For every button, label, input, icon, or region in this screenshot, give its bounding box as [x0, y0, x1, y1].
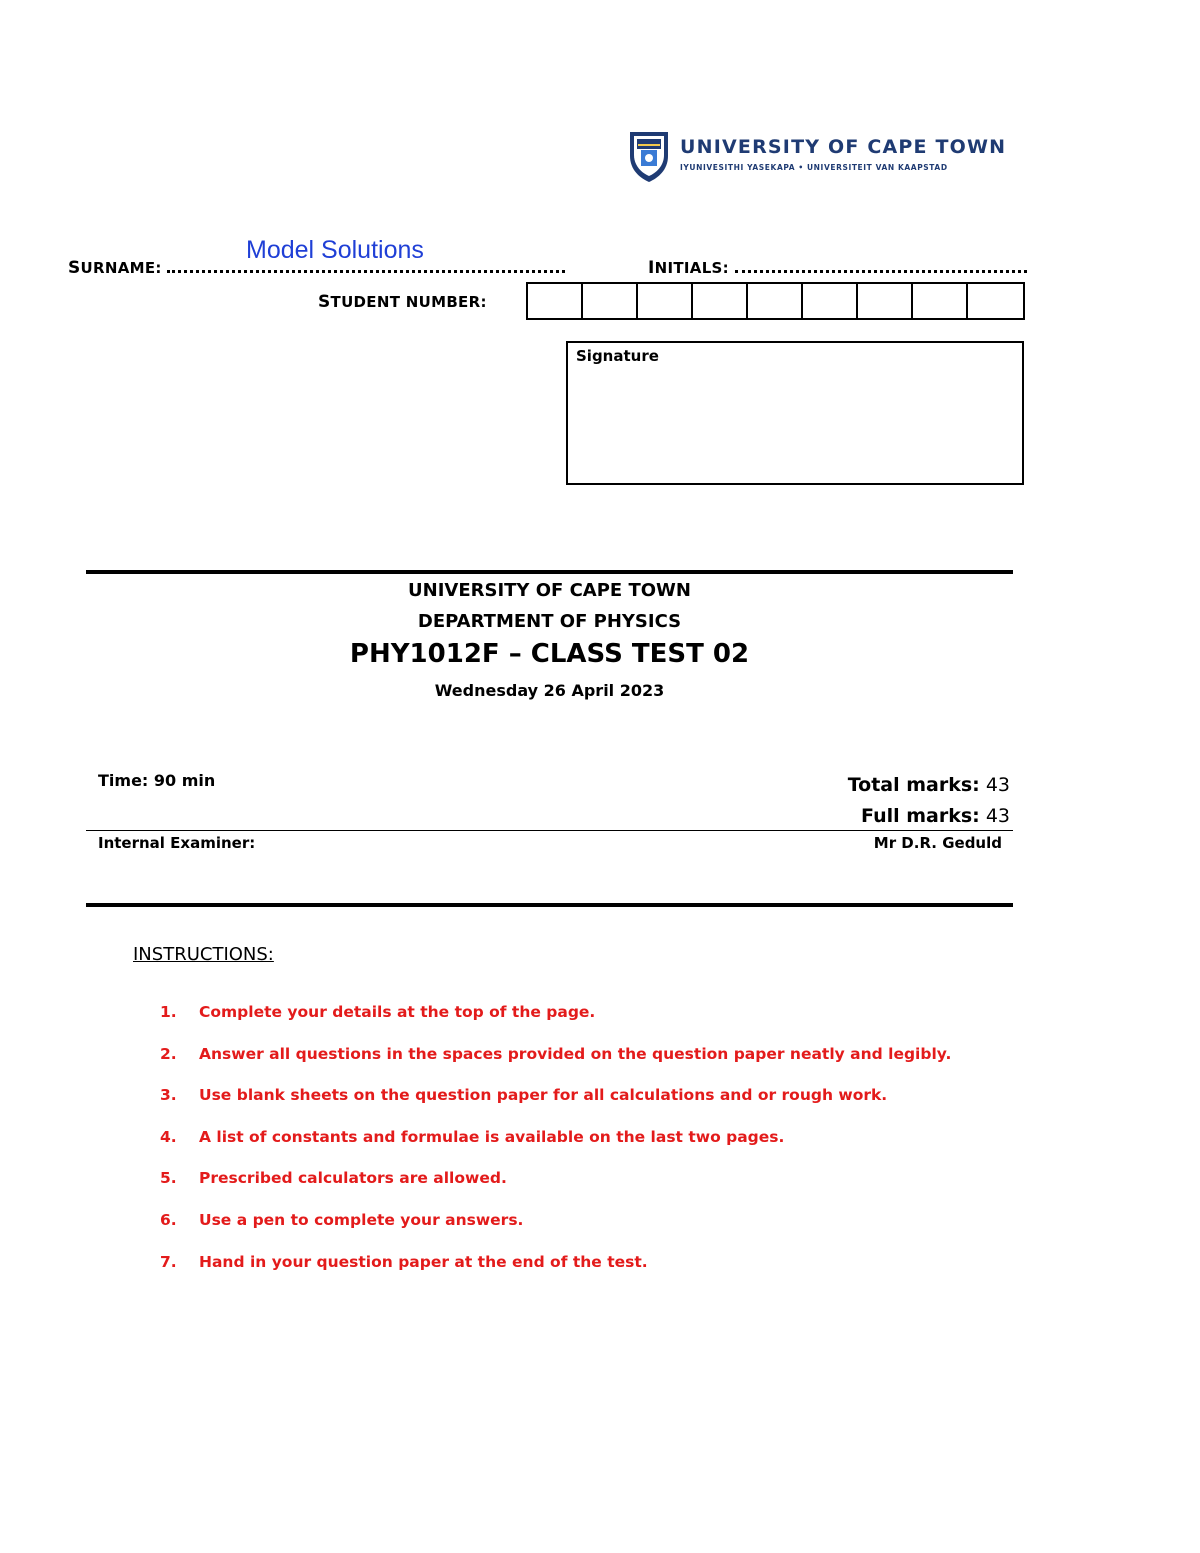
list-item: 1. Complete your details at the top of the page. [160, 1003, 596, 1021]
initials-dotted-line [735, 260, 1027, 273]
instructions-list [160, 1003, 951, 1294]
university-heading: UNIVERSITY OF CAPE TOWN [408, 580, 691, 601]
logo-title: UNIVERSITY OF CAPE TOWN [680, 136, 1007, 158]
student-number-boxes[interactable] [526, 282, 1025, 320]
full-marks [861, 805, 1010, 827]
instructions-heading: INSTRUCTIONS: [133, 944, 274, 965]
top-divider [86, 570, 1013, 574]
surname-field[interactable] [68, 258, 565, 278]
initials-label-initial: I [648, 258, 655, 278]
student-number-cell[interactable] [528, 284, 583, 318]
surname-dotted-line [167, 260, 565, 273]
university-logo [628, 130, 1007, 186]
student-number-cell[interactable] [583, 284, 638, 318]
full-marks-value: 43 [985, 805, 1010, 827]
student-number-cell[interactable] [748, 284, 803, 318]
student-number-label-wrap [318, 292, 487, 312]
logo-subtitle: IYUNIVESITHI YASEKAPA • UNIVERSITEIT VAN KAAPSTAD [680, 163, 948, 172]
student-number-cell[interactable] [913, 284, 968, 318]
student-number-cell[interactable] [693, 284, 748, 318]
total-marks-value: 43 [985, 774, 1010, 796]
initials-field[interactable] [648, 258, 1027, 278]
test-date: Wednesday 26 April 2023 [434, 681, 665, 700]
student-number-cell[interactable] [858, 284, 913, 318]
list-item: 3. Use blank sheets on the question paper for all calculations and or rough work. [160, 1086, 888, 1105]
initials-label: NITIALS: [654, 259, 729, 277]
signature-label: Signature [576, 347, 659, 365]
total-marks-label: Total marks: [847, 774, 980, 796]
examiner-name: Mr D.R. Geduld [873, 834, 1002, 852]
signature-box[interactable] [566, 341, 1024, 485]
student-number-label: TUDENT NUMBER: [330, 293, 487, 311]
student-number-label-initial: S [318, 292, 331, 312]
bottom-divider [86, 903, 1013, 907]
surname-value: Model Solutions [246, 236, 424, 264]
total-marks [848, 774, 1010, 796]
examiner-divider [86, 830, 1013, 831]
time-allowed: Time: 90 min [98, 771, 216, 790]
student-number-cell[interactable] [638, 284, 693, 318]
course-title: PHY1012F – CLASS TEST 02 [349, 639, 750, 669]
surname-label: URNAME: [80, 259, 162, 277]
student-number-cell[interactable] [803, 284, 858, 318]
list-item: 4. A list of constants and formulae is available on the last two pages. [160, 1127, 785, 1146]
examiner-label: Internal Examiner: [98, 834, 256, 852]
crest-icon [628, 130, 670, 184]
list-item: 7. Hand in your question paper at the end of the test. [160, 1252, 648, 1271]
surname-label-initial: S [68, 258, 81, 278]
list-item: 5. Prescribed calculators are allowed. [160, 1169, 507, 1188]
student-number-cell[interactable] [968, 284, 1023, 318]
list-item: 6. Use a pen to complete your answers. [160, 1210, 524, 1229]
full-marks-label: Full marks: [861, 805, 980, 827]
list-item: 2. Answer all questions in the spaces provided on the question paper neatly and legibly. [160, 1044, 952, 1063]
department-heading: DEPARTMENT OF PHYSICS [417, 611, 682, 632]
